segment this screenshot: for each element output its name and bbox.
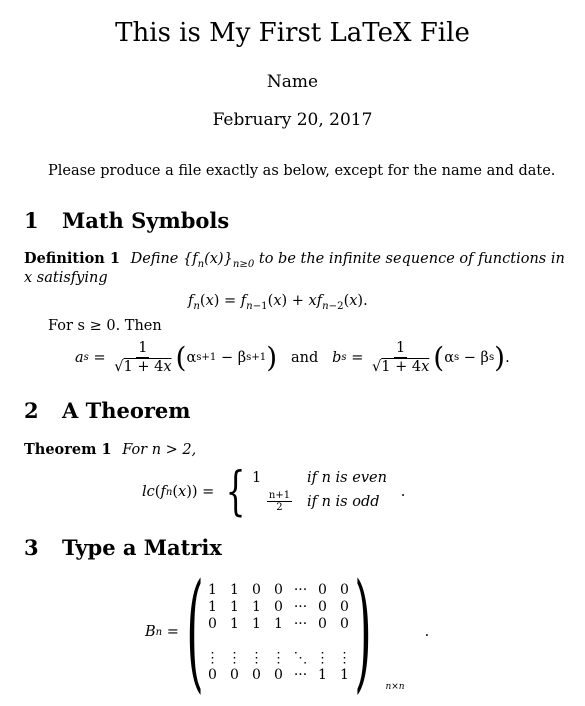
matrix-cell: 1: [208, 598, 217, 615]
case-2-condition: if n is odd: [306, 494, 380, 510]
matrix-cell: 1: [230, 581, 239, 598]
section-2-heading: [24, 398, 191, 423]
matrix-cell: 1: [340, 666, 349, 683]
matrix-cell: 0: [274, 581, 283, 598]
matrix-table: [202, 581, 356, 683]
matrix-cell: 1: [230, 598, 239, 615]
matrix-cell: [224, 632, 246, 649]
matrix-cell: 1: [252, 615, 261, 632]
definition-line-2: x satisfying: [24, 270, 108, 286]
matrix-cell: ···: [293, 666, 308, 683]
section-number: 1: [24, 208, 39, 233]
matrix-row: [202, 615, 356, 632]
matrix-cell: ···: [293, 598, 308, 615]
matrix-cell: 1: [230, 615, 239, 632]
matrix-cell: [246, 632, 268, 649]
matrix-cell: 0: [252, 581, 261, 598]
definition-label: Definition 1: [24, 250, 120, 267]
matrix-cell: [202, 632, 224, 649]
matrix-lhs: B: [145, 624, 156, 640]
matrix-row: [202, 649, 356, 666]
left-paren: (: [185, 557, 204, 706]
document-date: February 20, 2017: [212, 110, 373, 130]
matrix-cell: ⋮: [249, 649, 264, 666]
matrix-cell: ⋱: [293, 649, 308, 666]
matrix-equation: B n = ( 1 1 0 0 ··· 0 0 1 1 1 0 ··· 0 0 0 1 1 1 ··· 0 0 ⋮ ⋮ ⋮ ⋮ ⋱ ⋮ ⋮ 0 0 0 0 ··· 1 1 ) n×n .: [145, 557, 430, 706]
matrix-row: [202, 632, 356, 649]
theorem-line: [24, 441, 196, 458]
matrix-cell: ⋮: [227, 649, 242, 666]
matrix-cell: 0: [208, 666, 217, 683]
right-paren: ): [353, 557, 372, 706]
theorem-label: Theorem 1: [24, 441, 112, 458]
case-1-condition: if n is even: [306, 469, 387, 486]
section-title: Type a Matrix: [62, 535, 222, 560]
for-line: For s ≥ 0. Then: [48, 318, 162, 334]
definition-subscript: n≥0: [232, 258, 255, 270]
fraction: $\frac{1}{√1 + 4x}$: [371, 340, 430, 375]
matrix-cell: 1: [208, 581, 217, 598]
theorem-cases: lc ( f n ( x )) = { 1 if n is even $\frac{n+1}{2}$ if n is odd .: [142, 462, 406, 522]
matrix-cell: ⋮: [315, 649, 330, 666]
matrix-cell: 0: [340, 598, 349, 615]
matrix-cell: 0: [274, 598, 283, 615]
section-title: A Theorem: [62, 398, 191, 423]
definition-text-a: Define {f: [130, 251, 198, 267]
matrix-cell: 0: [340, 581, 349, 598]
matrix-cell: 0: [318, 615, 327, 632]
theorem-text: For n > 2,: [122, 442, 197, 458]
case-1-value: 1: [251, 469, 262, 486]
matrix-cell: 0: [318, 598, 327, 615]
definition-line-1: Definition 1 Define $\{f_n(x)\}_{n\ge 0}$ to be the infinite sequence of functions in: [24, 250, 565, 270]
as-bs-equation: a s = $\frac{1}{√1 + 4x}$ ( α s+1 − β s+1 ) and b s = $\frac{1}{√1 + 4x}$ ( α s − β s ) .: [75, 340, 510, 375]
matrix-row: [202, 666, 356, 683]
matrix-cell: ···: [293, 581, 308, 598]
definition-text-b: (x)}: [204, 251, 233, 267]
left-brace: {: [225, 462, 246, 522]
matrix-size-subscript: n×n: [385, 682, 405, 692]
section-title: Math Symbols: [62, 208, 230, 233]
matrix-cell: [268, 632, 290, 649]
matrix-cell: 1: [274, 615, 283, 632]
matrix-cell: 0: [318, 581, 327, 598]
author-name: Name: [266, 72, 319, 92]
matrix-cell: [312, 632, 334, 649]
matrix-cell: [290, 632, 312, 649]
matrix-cell: 1: [318, 666, 327, 683]
matrix-row: [202, 598, 356, 615]
matrix-cell: ⋮: [337, 649, 352, 666]
matrix-cell: 1: [252, 598, 261, 615]
matrix-cell: 0: [274, 666, 283, 683]
document-title: This is My First LaTeX File: [115, 18, 470, 48]
recurrence-equation: $f_n(x) = f_{n-1}(x) + xf_{n-2}(x)$.: [188, 293, 368, 312]
definition-text-c: to be the infinite sequence of functions in: [254, 251, 565, 267]
matrix-cell: 0: [252, 666, 261, 683]
matrix-cell: ⋮: [205, 649, 220, 666]
fraction: $\frac{1}{√1 + 4x}$: [114, 340, 172, 375]
intro-paragraph: Please produce a file exactly as below, except for the name and date.: [48, 163, 556, 179]
and-word: and: [291, 349, 319, 366]
matrix-cell: [334, 632, 356, 649]
matrix-cell: ⋮: [271, 649, 286, 666]
matrix-cell: ···: [293, 615, 308, 632]
matrix-cell: 0: [340, 615, 349, 632]
section-number: 3: [24, 535, 39, 560]
matrix-row: [202, 581, 356, 598]
matrix-cell: 0: [230, 666, 239, 683]
matrix-cell: 0: [208, 615, 217, 632]
case-2-fraction: $\frac{n+1}{2}$: [268, 489, 291, 513]
section-1-heading: [24, 208, 229, 233]
section-number: 2: [24, 398, 39, 423]
